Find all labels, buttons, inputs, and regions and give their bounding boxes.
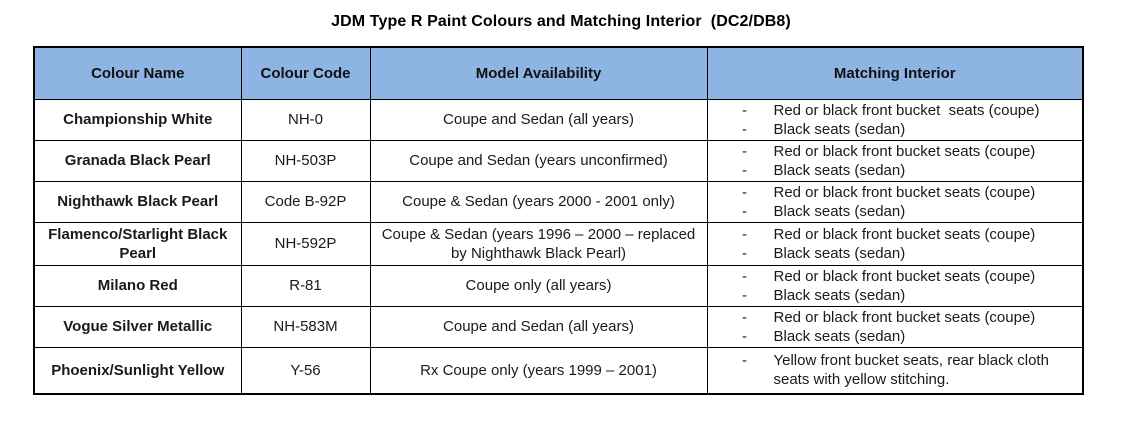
interior-text: Black seats (sedan)	[773, 202, 906, 220]
cell-model-availability: Coupe and Sedan (years unconfirmed)	[370, 140, 707, 181]
cell-colour-name: Vogue Silver Metallic	[34, 306, 241, 347]
cell-colour-code: NH-503P	[241, 140, 370, 181]
cell-matching-interior	[707, 140, 1083, 181]
interior-text: Black seats (sedan)	[773, 120, 906, 138]
cell-colour-name: Milano Red	[34, 265, 241, 306]
interior-bullet-item	[708, 142, 1083, 161]
column-header-colour-name: Colour Name	[34, 47, 241, 99]
cell-model-availability: Rx Coupe only (years 1999 – 2001)	[370, 347, 707, 394]
header-row	[34, 47, 1083, 99]
cell-colour-code: Code B-92P	[241, 181, 370, 222]
cell-model-availability: Coupe and Sedan (all years)	[370, 99, 707, 140]
interior-bullet-item	[708, 286, 1083, 305]
cell-colour-code: NH-583M	[241, 306, 370, 347]
cell-colour-code: NH-592P	[241, 222, 370, 265]
dash-bullet: -	[742, 183, 747, 201]
table-row	[34, 222, 1083, 265]
dash-bullet: -	[742, 161, 747, 179]
cell-matching-interior	[707, 265, 1083, 306]
cell-colour-name: Nighthawk Black Pearl	[34, 181, 241, 222]
dash-bullet: -	[742, 352, 747, 370]
table-row	[34, 181, 1083, 222]
interior-text: Black seats (sedan)	[773, 286, 906, 304]
cell-model-availability: Coupe & Sedan (years 1996 – 2000 – replaced by Nighthawk Black Pearl)	[370, 222, 707, 265]
dash-bullet: -	[742, 225, 747, 243]
dash-bullet: -	[742, 267, 747, 285]
paint-colours-table	[33, 46, 1084, 395]
dash-bullet: -	[742, 308, 747, 326]
column-header-model-availability: Model Availability	[370, 47, 707, 99]
table-row	[34, 265, 1083, 306]
interior-bullet-item	[708, 202, 1083, 221]
cell-matching-interior	[707, 99, 1083, 140]
column-header-colour-code: Colour Code	[241, 47, 370, 99]
interior-text: Red or black front bucket seats (coupe)	[773, 308, 1036, 326]
table-row	[34, 140, 1083, 181]
dash-bullet: -	[742, 244, 747, 262]
dash-bullet: -	[742, 202, 747, 220]
dash-bullet: -	[742, 120, 747, 138]
interior-text: Red or black front bucket seats (coupe)	[773, 101, 1040, 119]
cell-colour-name: Flamenco/Starlight Black Pearl	[34, 222, 241, 265]
cell-matching-interior	[707, 347, 1083, 394]
cell-model-availability: Coupe and Sedan (all years)	[370, 306, 707, 347]
table-row	[34, 306, 1083, 347]
interior-bullet-item	[708, 351, 1083, 389]
interior-text: Red or black front bucket seats (coupe)	[773, 183, 1036, 201]
interior-text: Black seats (sedan)	[773, 244, 906, 262]
interior-text: Yellow front bucket seats, rear black cloth seats with yellow stitching.	[773, 352, 1054, 389]
cell-colour-name: Championship White	[34, 99, 241, 140]
interior-bullet-item	[708, 225, 1083, 244]
cell-colour-name: Granada Black Pearl	[34, 140, 241, 181]
cell-colour-code: Y-56	[241, 347, 370, 394]
interior-bullet-item	[708, 120, 1083, 139]
cell-model-availability: Coupe & Sedan (years 2000 - 2001 only)	[370, 181, 707, 222]
interior-bullet-item	[708, 267, 1083, 286]
table-row	[34, 99, 1083, 140]
interior-bullet-item	[708, 101, 1083, 120]
cell-matching-interior	[707, 222, 1083, 265]
dash-bullet: -	[742, 101, 747, 119]
interior-text: Red or black front bucket seats (coupe)	[773, 142, 1036, 160]
interior-text: Red or black front bucket seats (coupe)	[773, 267, 1036, 285]
cell-colour-name: Phoenix/Sunlight Yellow	[34, 347, 241, 394]
interior-bullet-item	[708, 244, 1083, 263]
dash-bullet: -	[742, 142, 747, 160]
cell-matching-interior	[707, 181, 1083, 222]
dash-bullet: -	[742, 286, 747, 304]
interior-text: Red or black front bucket seats (coupe)	[773, 225, 1036, 243]
interior-text: Black seats (sedan)	[773, 327, 906, 345]
interior-bullet-item	[708, 161, 1083, 180]
cell-matching-interior	[707, 306, 1083, 347]
column-header-matching-interior: Matching Interior	[707, 47, 1083, 99]
interior-text: Black seats (sedan)	[773, 161, 906, 179]
interior-bullet-item	[708, 327, 1083, 346]
dash-bullet: -	[742, 327, 747, 345]
cell-colour-code: R-81	[241, 265, 370, 306]
page-title: JDM Type R Paint Colours and Matching Interior (DC2/DB8)	[331, 13, 791, 30]
cell-model-availability: Coupe only (all years)	[370, 265, 707, 306]
interior-bullet-item	[708, 183, 1083, 202]
interior-bullet-item	[708, 308, 1083, 327]
cell-colour-code: NH-0	[241, 99, 370, 140]
table-row	[34, 347, 1083, 394]
